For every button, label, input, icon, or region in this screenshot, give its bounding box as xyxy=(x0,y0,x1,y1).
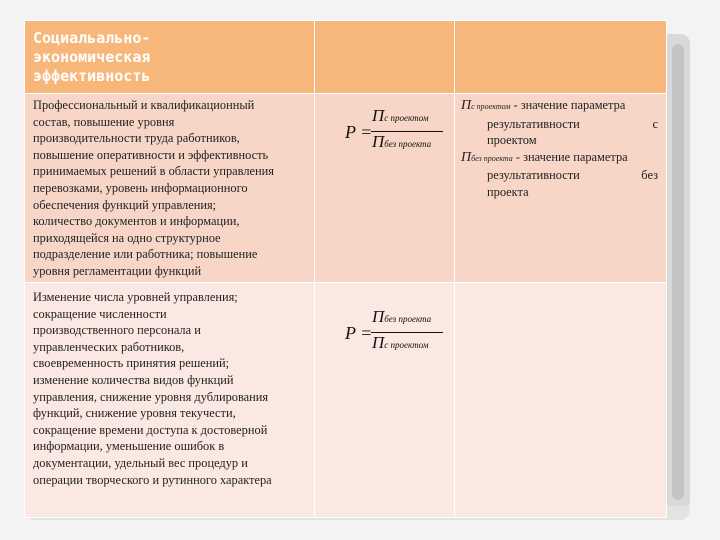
row1-formula-numerator xyxy=(372,106,429,126)
row2-num-sub: без проекта xyxy=(384,314,432,324)
slide-frame-right xyxy=(666,34,690,510)
def1-symbol xyxy=(461,98,510,113)
table-row xyxy=(25,94,667,283)
row2-den-sub: с проектом xyxy=(384,340,429,350)
def1-first-line: - значение параметра xyxy=(510,98,626,112)
def1-symbol-sub: с проектом xyxy=(471,102,511,111)
row1-den-sub: без проекта xyxy=(384,139,432,149)
row2-formula-lhs: P = xyxy=(345,323,373,343)
header-cell-2 xyxy=(315,21,455,94)
def2-symbol-sub: без проекта xyxy=(471,153,513,163)
header-title: Социальально- экономическая эффективность xyxy=(33,29,151,85)
header-cell-title xyxy=(25,21,315,94)
efficiency-table xyxy=(24,20,667,518)
row2-description-cell xyxy=(25,283,315,518)
def2-first-line: - значение параметра xyxy=(512,149,628,164)
row2-description: Изменение числа уровней управления; сокращение численности производственного персонала и управленческих работников, своевременность принятия решений; изменение количества видов функций управления, снижение уровня дублирования функций, снижение уровня текучести, сокращение времени доступа к достоверной информации, уменьшение ошибок в документации, удельный вес процедур и операции творческого и рутинного характера xyxy=(33,290,272,487)
def2-symbol xyxy=(461,150,513,165)
row1-description-cell xyxy=(25,94,315,283)
row1-description: Профессиональный и квалификационный состав, повышение уровня производительности труда работников, повышение оперативности и эффективность принимаемых решений в области управления перевозками, уровень информационного обеспечения функций управления; количество документов и информации, приходящейся на одно структурное подразделение или работника; повышение уровня регламентации функций xyxy=(33,98,274,278)
row1-formula-cell xyxy=(315,94,455,283)
row1-definitions-cell xyxy=(455,94,667,283)
header-cell-3 xyxy=(455,21,667,94)
def2-symbol-letter: П xyxy=(461,149,472,165)
row2-formula-cell xyxy=(315,283,455,518)
row1-formula-denominator xyxy=(372,132,431,152)
def2-line-1: результативности без xyxy=(487,168,658,183)
definition-with-project xyxy=(461,97,658,149)
row2-formula-numerator xyxy=(372,307,431,327)
row1-formula-lhs: P = xyxy=(345,122,373,142)
row1-definitions xyxy=(455,94,666,201)
row1-den-symbol: П xyxy=(372,132,385,151)
table-header-row xyxy=(25,21,667,94)
definition-without-project xyxy=(461,149,658,201)
row1-num-sub: с проектом xyxy=(384,113,429,123)
row2-num-symbol: П xyxy=(372,307,385,326)
row2-formula-denominator xyxy=(372,333,429,353)
def2-line-2: проекта xyxy=(487,184,529,199)
row2-empty-cell xyxy=(455,283,667,518)
row2-formula xyxy=(315,305,454,365)
row1-formula xyxy=(315,104,454,164)
row2-den-symbol: П xyxy=(372,333,385,352)
row1-num-symbol: П xyxy=(372,106,385,125)
def1-line-1: результативности с xyxy=(487,116,658,131)
def1-symbol-letter: П xyxy=(461,98,472,113)
slide-frame-inner xyxy=(672,44,684,500)
table-row xyxy=(25,283,667,518)
def1-line-2: проектом xyxy=(487,133,537,148)
